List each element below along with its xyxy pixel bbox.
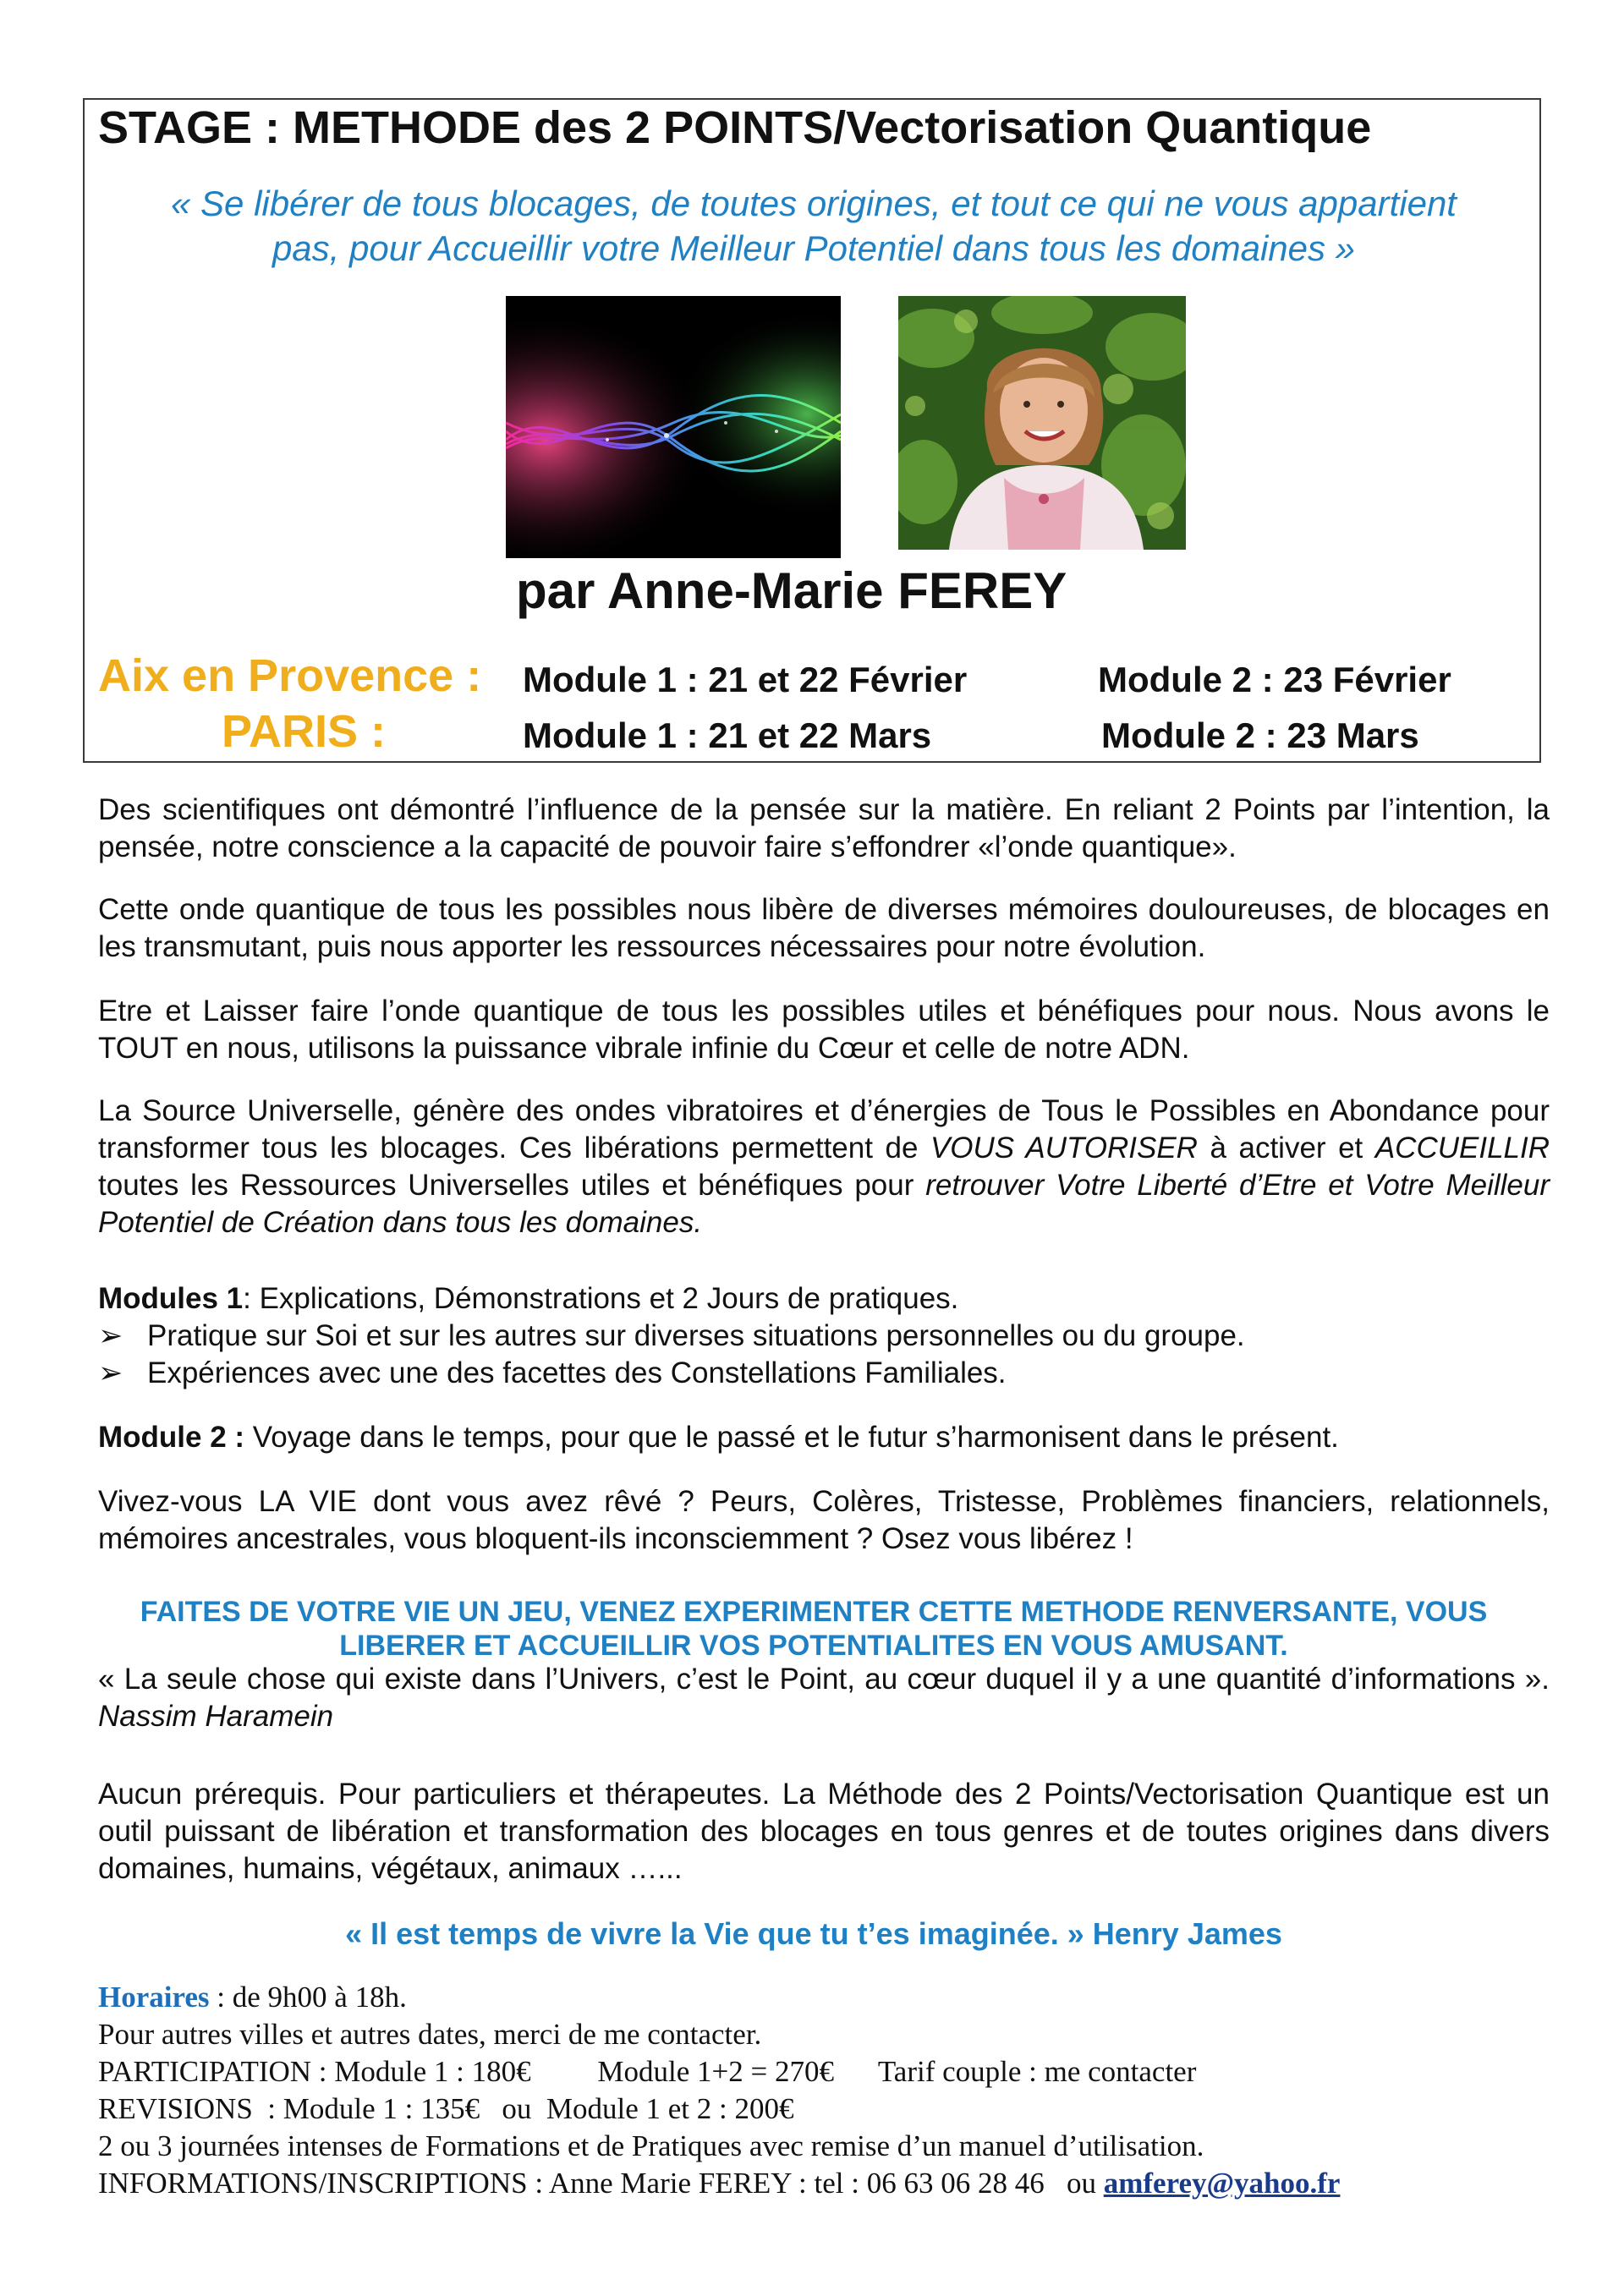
bullet-text: Pratique sur Soi et sur les autres sur diverses situations personnelles ou du groupe. <box>147 1319 1245 1352</box>
cta-line-2: LIBERER ET ACCUEILLIR VOS POTENTIALITES EN VOUS AMUSANT. <box>339 1630 1288 1662</box>
modules-1-text: : Explications, Démonstrations et 2 Jours de pratiques. <box>243 1282 959 1315</box>
paris-module-1: Module 1 : 21 et 22 Mars <box>523 715 932 755</box>
contact-line <box>98 2165 1340 2202</box>
bullet-item <box>98 1318 1245 1355</box>
source-text-accueillir: ACCUEILLIR <box>1374 1132 1550 1164</box>
paris-module-2: Module 2 : 23 Mars <box>1101 715 1419 755</box>
quote-haramein-text: « La seule chose qui existe dans l’Univers, c’est le Point, au cœur duquel il y a une quantité d’informations ». <box>98 1663 1550 1696</box>
horaires-label: Horaires <box>98 1981 210 2014</box>
tagline <box>93 181 1534 271</box>
revisions-line: REVISIONS : Module 1 : 135€ ou Module 1 et 2 : 200€ <box>98 2092 794 2125</box>
paragraph-prerequis: Aucun prérequis. Pour particuliers et thérapeutes. La Méthode des 2 Points/Vectorisation Quantique est un outil puissant de libération et transformation des blocages en tous genres et de toutes origines dans divers domaines, humains, végétaux, animaux …... <box>98 1778 1550 1885</box>
paragraph-etre: Etre et Laisser faire l’onde quantique de tous les possibles utiles et bénéfiques pour nous. Nous avons le TOUT en nous, utilisons la puissance vibrale infinie du Cœur et celle de notre ADN. <box>98 995 1550 1065</box>
city-paris: PARIS : <box>222 706 387 757</box>
quote-haramein <box>98 1661 1550 1735</box>
call-to-action <box>93 1595 1534 1663</box>
contact-text: INFORMATIONS/INSCRIPTIONS : Anne Marie FEREY : tel : 06 63 06 28 46 ou <box>98 2167 1104 2200</box>
other-dates-line: Pour autres villes et autres dates, merci de me contacter. <box>98 2018 762 2051</box>
paragraph-quantum-wave: Cette onde quantique de tous les possibles nous libère de diverses mémoires douloureuses, de blocages en les transmutant, puis nous apporter les ressources nécessaires pour notre évolution. <box>98 893 1550 963</box>
author-name: par Anne-Marie FEREY <box>516 562 1067 619</box>
module-2-text: Voyage dans le temps, pour que le passé et le futur s’harmonisent dans le présent. <box>244 1421 1339 1454</box>
source-text-e: toutes les Ressources Universelles utiles et bénéfiques pour <box>98 1169 926 1202</box>
quantum-waves-image <box>506 296 841 558</box>
city-aix: Aix en Provence : <box>98 650 482 701</box>
paragraph-science: Des scientifiques ont démontré l’influence de la pensée sur la matière. En reliant 2 Points par l’intention, la pensée, notre conscience a la capacité de pouvoir faire s’effondrer «l’onde quantique». <box>98 793 1550 863</box>
module-2-line <box>98 1419 1550 1456</box>
source-text-a: La Source Universelle, génère des ondes vibratoires et d’énergies de Tous le Possibles en Abondance pour transformer tous les blocages. Ces libérations permettent de <box>98 1094 1550 1164</box>
aix-module-1: Module 1 : 21 et 22 Février <box>523 660 968 699</box>
paragraph-source <box>98 1093 1550 1241</box>
arrow-bullet-icon: ➢ <box>98 1356 123 1389</box>
modules-1-line <box>98 1280 1550 1318</box>
modules-1-label: Modules 1 <box>98 1282 244 1315</box>
source-text-liberte: retrouver Votre Liberté d’Etre et Votre Meilleur Potentiel de Création dans tous les domaines. <box>98 1169 1550 1239</box>
bullet-item <box>98 1355 1007 1392</box>
email-link[interactable]: amferey@yahoo.fr <box>1103 2167 1341 2200</box>
page-title: STAGE : METHODE des 2 POINTS/Vectorisation Quantique <box>98 102 1372 153</box>
author-portrait-photo <box>898 296 1186 550</box>
participation-line: PARTICIPATION : Module 1 : 180€ Module 1+2 = 270€ Tarif couple : me contacter <box>98 2055 1197 2088</box>
source-text-c: à activer et <box>1197 1132 1375 1164</box>
paragraph-vivez: Vivez-vous LA VIE dont vous avez rêvé ? Peurs, Colères, Tristesse, Problèmes financiers, relationnels, mémoires ancestrales, vous bloquent-ils inconsciemment ? Osez vous libérez ! <box>98 1485 1550 1555</box>
module-2-label: Module 2 : <box>98 1421 245 1454</box>
quote-henry-james: « Il est temps de vivre la Vie que tu t’es imaginée. » Henry James <box>345 1916 1282 1951</box>
quote-haramein-author: Nassim Haramein <box>98 1700 334 1733</box>
bullet-text: Expériences avec une des facettes des Constellations Familiales. <box>147 1356 1007 1389</box>
cta-line-1: FAITES DE VOTRE VIE UN JEU, VENEZ EXPERIMENTER CETTE METHODE RENVERSANTE, VOUS <box>140 1596 1488 1628</box>
tagline-line-2: pas, pour Accueillir votre Meilleur Potentiel dans tous les domaines » <box>272 228 1356 268</box>
source-text-vous-autoriser: VOUS AUTORISER <box>930 1132 1198 1164</box>
horaires-text: : de 9h00 à 18h. <box>209 1981 407 2014</box>
horaires-line <box>98 1979 407 2016</box>
aix-module-2: Module 2 : 23 Février <box>1098 660 1451 699</box>
arrow-bullet-icon: ➢ <box>98 1319 123 1352</box>
tagline-line-1: « Se libérer de tous blocages, de toutes origines, et tout ce qui ne vous appartient <box>171 184 1457 223</box>
formation-line: 2 ou 3 journées intenses de Formations et de Pratiques avec remise d’un manuel d’utilisation. <box>98 2129 1204 2162</box>
